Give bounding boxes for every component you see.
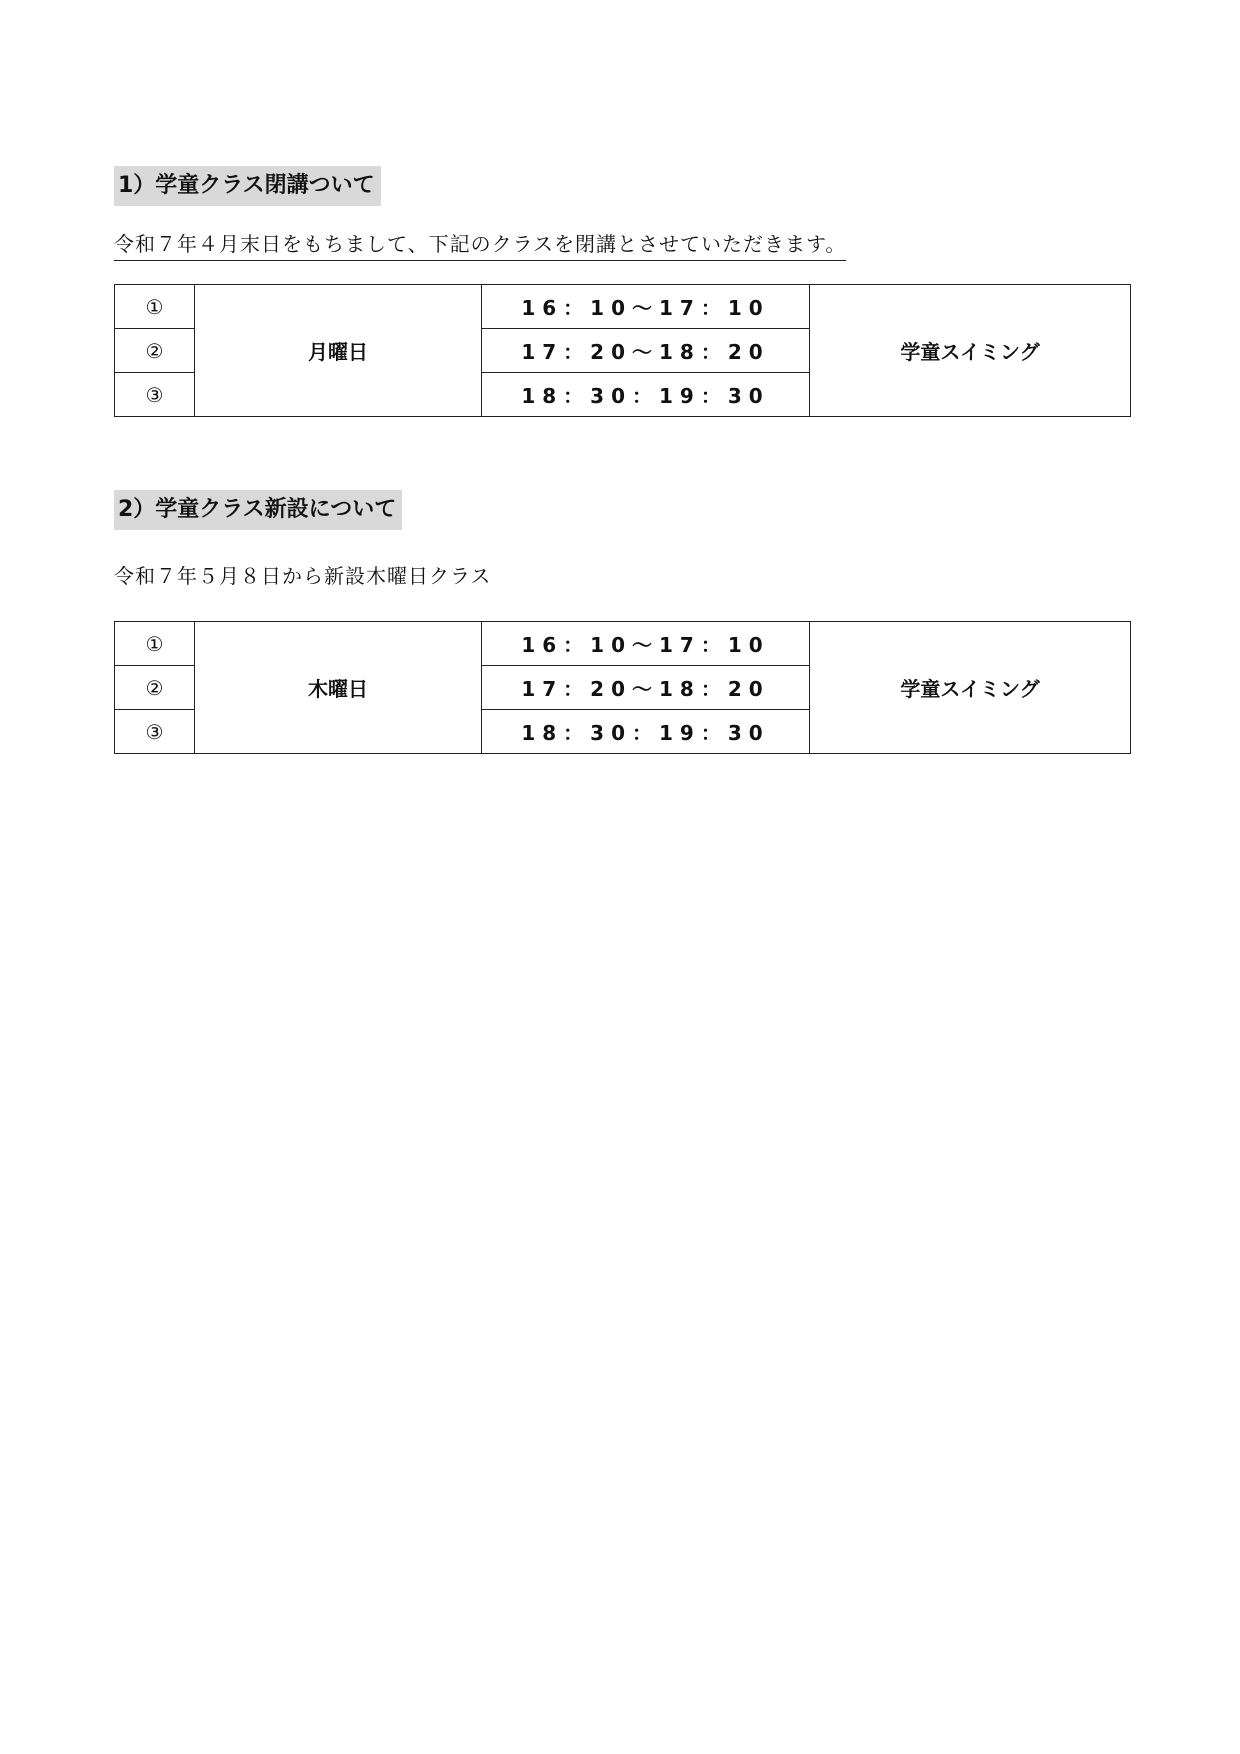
row-number: ② (115, 329, 195, 373)
section1-heading: 1）学童クラス閉講ついて (114, 166, 381, 206)
section2-schedule-table (114, 621, 1131, 754)
section2-heading: 2）学童クラス新設について (114, 490, 402, 530)
row-number: ① (115, 622, 195, 666)
weekday-cell: 木曜日 (195, 622, 482, 754)
class-name-cell: 学童スイミング (810, 622, 1131, 754)
section2-notice-text: 令和７年５月８日から新設木曜日クラス (114, 564, 492, 588)
row-number: ① (115, 285, 195, 329)
time-slot: 18：30：19：30 (482, 710, 810, 754)
time-slot: 16：10〜17：10 (482, 622, 810, 666)
section1-schedule-table (114, 284, 1131, 417)
time-slot: 17：20〜18：20 (482, 329, 810, 373)
section1-notice-text-content: 令和７年４月末日をもちまして、下記のクラスを閉講とさせていただきます。 (114, 232, 846, 261)
time-slot: 18：30：19：30 (482, 373, 810, 417)
weekday-cell: 月曜日 (195, 285, 482, 417)
row-number: ③ (115, 373, 195, 417)
time-slot: 16：10〜17：10 (482, 285, 810, 329)
row-number: ③ (115, 710, 195, 754)
table-row (115, 622, 1131, 666)
row-number: ② (115, 666, 195, 710)
table-row (115, 285, 1131, 329)
time-slot: 17：20〜18：20 (482, 666, 810, 710)
class-name-cell: 学童スイミング (810, 285, 1131, 417)
section1-notice-text (114, 230, 846, 258)
